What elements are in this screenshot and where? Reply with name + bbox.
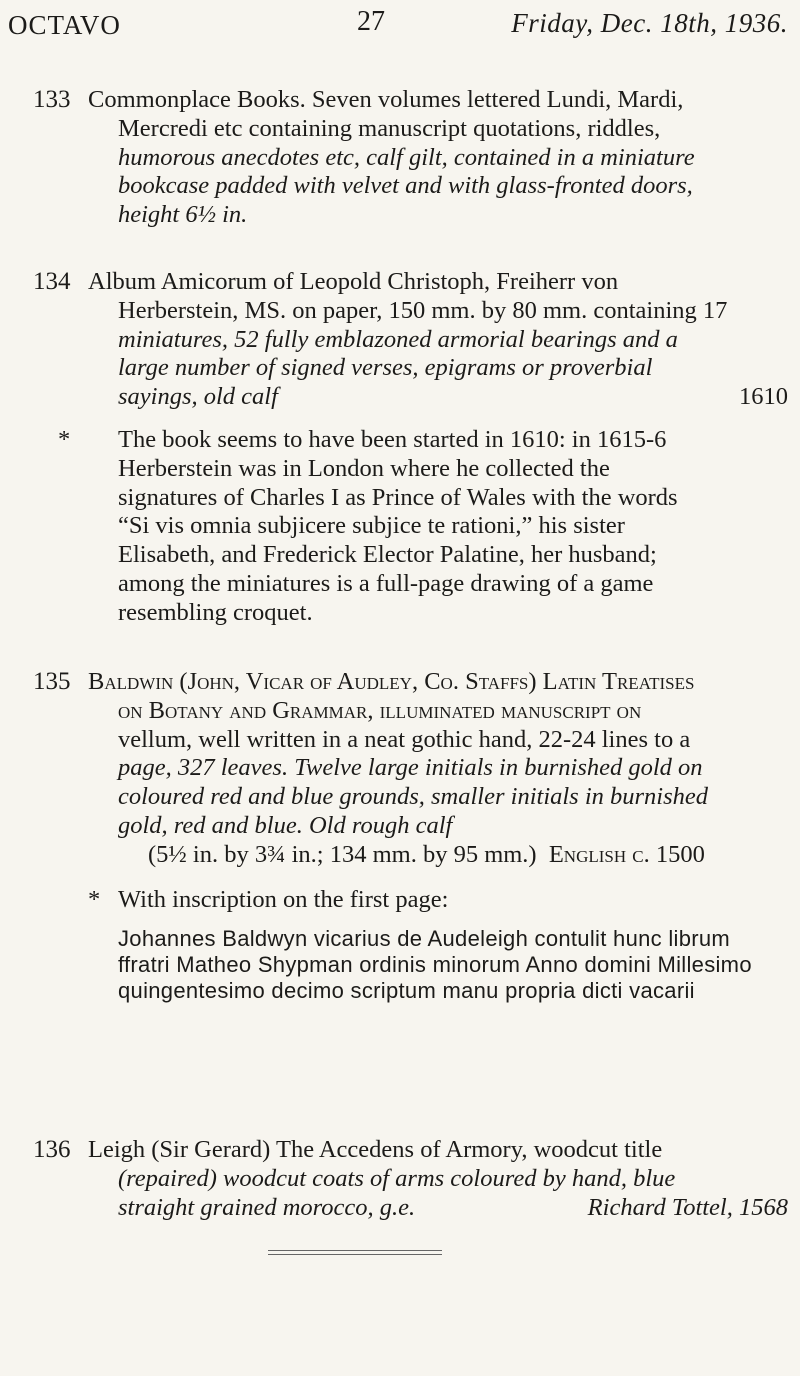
note-line: Herberstein was in London where he collected the xyxy=(118,454,610,482)
lot-line: bookcase padded with velvet and with glass-fronted doors, xyxy=(118,172,693,200)
lot-note xyxy=(88,886,788,915)
note-line: among the miniatures is a full-page drawing of a game xyxy=(118,569,654,597)
note-mark: * xyxy=(88,885,101,913)
lot-line: Album Amicorum of Leopold Christoph, Freiherr von xyxy=(88,268,619,295)
lot-imprint: Richard Tottel, 1568 xyxy=(587,1193,788,1221)
lot-line: on Botany and Grammar, illuminated manuscript on xyxy=(118,696,642,724)
lot-line: humorous anecdotes etc, calf gilt, contained in a miniature xyxy=(118,143,695,171)
lot-date: 1610 xyxy=(739,383,788,411)
note-mark: * xyxy=(58,425,71,453)
lot-line: Leigh (Sir Gerard) The Accedens of Armory, woodcut title xyxy=(88,1136,663,1163)
lot-number: 133 xyxy=(33,86,71,113)
note-line: With inscription on the first page: xyxy=(118,885,449,913)
lot-line: (repaired) woodcut coats of arms coloured by hand, blue xyxy=(118,1164,676,1192)
lot-line: height 6½ in. xyxy=(118,201,248,229)
lot-136 xyxy=(88,1136,788,1222)
page-header xyxy=(0,6,800,46)
note-line: Elisabeth, and Frederick Elector Palatine, her husband; xyxy=(118,541,657,569)
note-line: resembling croquet. xyxy=(118,598,313,626)
section-divider xyxy=(268,1250,442,1255)
inscription-line: quingentesimo decimo scriptum manu propria dicti vacarii xyxy=(118,978,695,1004)
inscription-line: Johannes Baldwyn vicarius de Audeleigh contulit hunc librum xyxy=(118,926,731,952)
format-label: OCTAVO xyxy=(8,10,121,40)
lot-number: 136 xyxy=(33,1136,71,1163)
lot-number: 134 xyxy=(33,268,71,295)
lot-133 xyxy=(88,86,788,230)
lot-line: vellum, well written in a neat gothic hand, 22-24 lines to a xyxy=(118,725,691,753)
lot-line: gold, red and blue. Old rough calf xyxy=(118,811,453,839)
lot-line: page, 327 leaves. Twelve large initials in burnished gold on xyxy=(118,754,703,782)
note-line: “Si vis omnia subjicere subjice te rationi,” his sister xyxy=(118,512,625,540)
lot-134 xyxy=(58,268,788,628)
lot-line: sayings, old calf xyxy=(118,383,278,411)
lot-line: large number of signed verses, epigrams or proverbial xyxy=(118,354,653,382)
lot-note xyxy=(58,425,788,628)
lot-measure: (5½ in. by 3¾ in.; 134 mm. by 95 mm.) xyxy=(148,840,537,868)
lot-origin: English c. 1500 xyxy=(548,840,705,868)
lot-line: Herberstein, MS. on paper, 150 mm. by 80 mm. containing 17 xyxy=(118,296,728,324)
lot-line: Commonplace Books. Seven volumes lettered Lundi, Mardi, xyxy=(88,86,684,113)
lot-number: 135 xyxy=(33,668,71,695)
lot-line: miniatures, 52 fully emblazoned armorial bearings and a xyxy=(118,325,678,353)
note-line: The book seems to have been started in 1610: in 1615-6 xyxy=(118,425,667,453)
lot-line: coloured red and blue grounds, smaller initials in burnished xyxy=(118,783,709,811)
inscription xyxy=(88,926,788,1004)
page-number: 27 xyxy=(357,6,385,37)
lot-line: straight grained morocco, g.e. xyxy=(118,1193,416,1221)
lot-line: Mercredi etc containing manuscript quotations, riddles, xyxy=(118,114,661,142)
inscription-line: ffratri Matheo Shypman ordinis minorum Anno domini Millesimo xyxy=(118,952,752,978)
note-line: signatures of Charles I as Prince of Wales with the words xyxy=(118,483,678,511)
lot-line: Baldwin (John, Vicar of Audley, Co. Staffs) Latin Treatises xyxy=(88,668,695,695)
sale-date: Friday, Dec. 18th, 1936. xyxy=(511,8,788,38)
lot-135 xyxy=(88,668,788,1004)
